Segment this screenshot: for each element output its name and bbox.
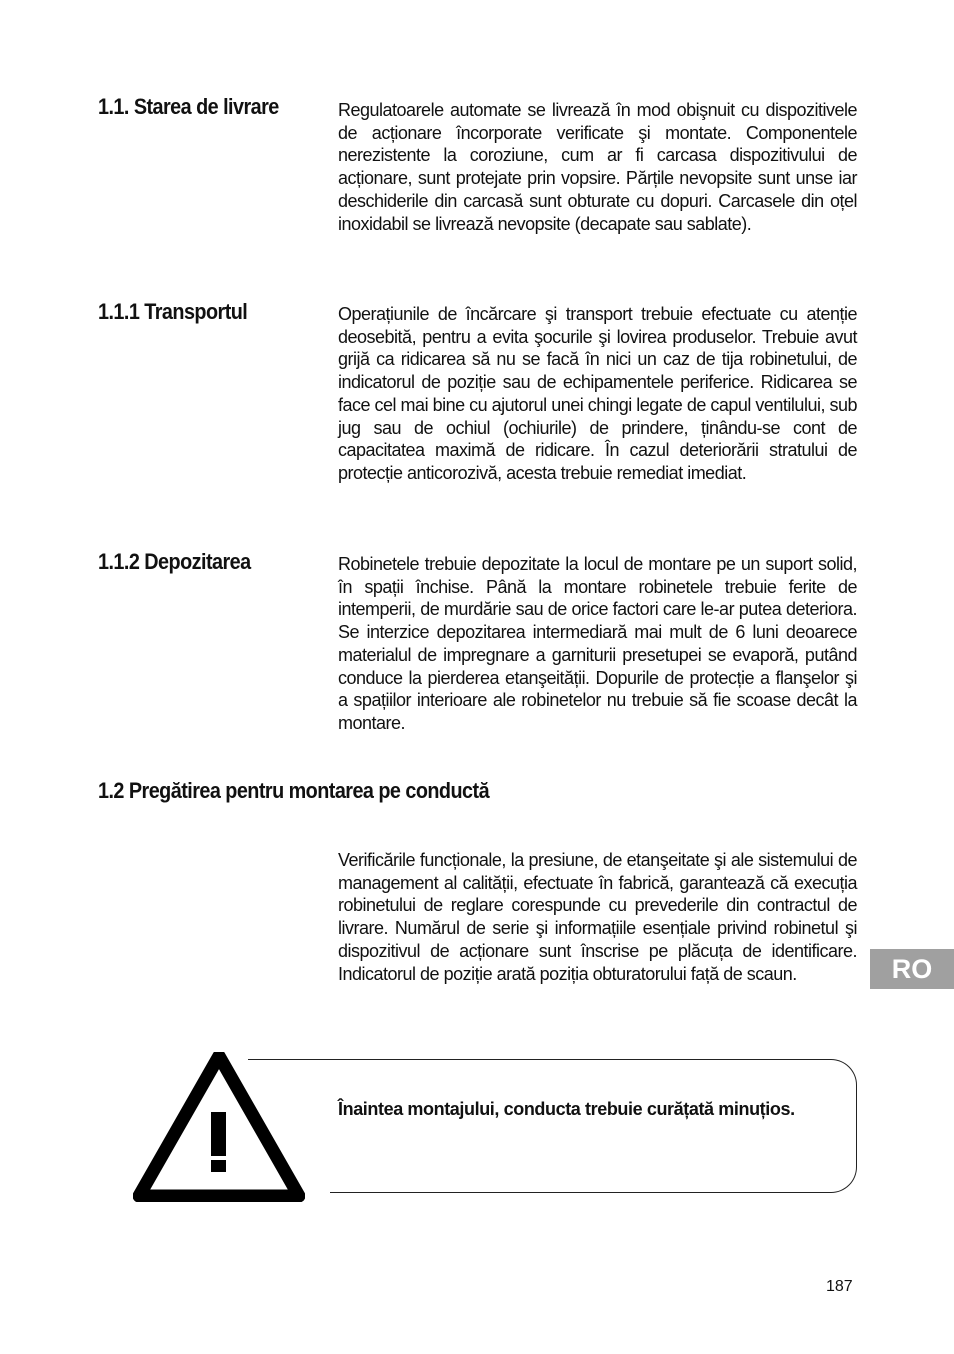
warning-text: Înaintea montajului, conducta trebuie curățată minuțios.: [338, 1099, 795, 1119]
warning-triangle-icon: [133, 1052, 305, 1202]
section-text-preparation: Verificările funcționale, la presiune, de etanşeitate şi ale sistemului de management al calității, efectuate în fabrică, garantează că execuția robinetului de reglare corespunde cu prevederile din contractul de livrare. Numărul de serie şi informațiile esențiale privind robinetul şi dispozitivul de acționare sunt înscrise pe plăcuța de identificare. Indicatorul de poziție arată poziția obturatorului față de scaun.: [338, 850, 857, 984]
section-heading-preparation: 1.2 Pregătirea pentru montarea pe conductă: [98, 778, 490, 803]
section-heading-delivery: 1.1. Starea de livrare: [98, 94, 279, 119]
section-text-transport: Operațiunile de încărcare şi transport trebuie efectuate cu atenție deosebită, pentru a evita şocurile şi lovirea produselor. Trebuie avut grijă ca ridicarea să nu se facă în nici un caz de tija robinetului, de indicatorul de poziție sau de echipamentele periferice. Ridicarea se face cel mai bine cu ajutorul unei chingi legate de capul ventilului, sub jug sau de ochiul (ochiurile) de prindere, ținându-se cont de capacitatea maximă de ridicare. În cazul deteriorării stratului de protecție anticorozivă, acesta trebuie remediat imediat.: [338, 304, 857, 483]
section-text-storage: Robinetele trebuie depozitate la locul de montare pe un suport solid, în spații închise. Până la montare robinetele trebuie ferite de intemperii, de murdărie sau de orice factori care le-ar putea deteriora. Se interzice depozitarea intermediară mai mult de 6 luni deoarece materialul de impregnare a garniturii presetupei se evaporă, putând conduce la pierderea etanşeității. Dopurile de protecție a flanşelor şi a spațiilor interioare ale robinetelor nu trebuie să fie scoase decât la montare.: [338, 554, 857, 733]
section-heading-storage: 1.1.2 Depozitarea: [98, 549, 251, 574]
section-text-delivery: Regulatoarele automate se livrează în mod obişnuit cu dispozitivele de acționare încorporate verificate şi montate. Componentele nerezistente la coroziune, cum ar fi carcasa dispozitivului de acționare, sunt protejate prin vopsire. Părțile nevopsite sunt unse iar deschiderile din carcasă sunt obturate cu dopuri. Carcasele din oțel inoxidabil se livrează nevopsite (decapate sau sablate).: [338, 100, 857, 234]
warning-box: [248, 1059, 857, 1193]
section-heading-transport: 1.1.1 Transportul: [98, 299, 248, 324]
page-number: 187: [826, 1278, 853, 1295]
language-tab: RO: [870, 949, 954, 989]
